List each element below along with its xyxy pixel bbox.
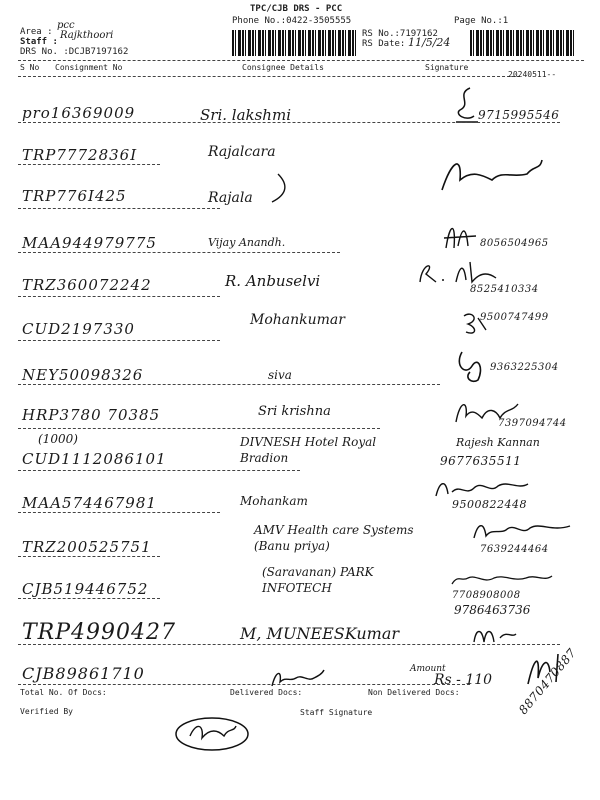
signature-mark xyxy=(452,346,492,386)
footer-rule xyxy=(18,684,470,685)
row-divider xyxy=(18,644,560,645)
consignee-name: Mohankumar xyxy=(250,312,345,328)
rs-date-value: 11/5/24 xyxy=(408,36,451,49)
signature-mark xyxy=(268,170,298,206)
consignment-number: NEY50098326 xyxy=(22,366,144,384)
row-divider xyxy=(18,598,160,599)
consignee-name: Sri krishna xyxy=(258,404,331,419)
row-divider xyxy=(18,296,220,297)
consignment-number: MAA944979775 xyxy=(22,234,157,252)
consignee-name: Mohankam xyxy=(240,494,308,508)
verified-by-label: Verified By xyxy=(20,707,73,716)
consignment-number: TRP776I425 xyxy=(22,187,127,205)
phone-number: 9363225304 xyxy=(490,362,559,373)
consignment-number: pro16369009 xyxy=(22,104,136,122)
row-divider xyxy=(18,428,380,429)
amount-value: Rs - 110 xyxy=(434,672,493,688)
signature-mark xyxy=(268,666,328,690)
phone-number: 8056504965 xyxy=(480,238,549,249)
date-code: 20240511-- xyxy=(508,70,557,79)
signature-mark xyxy=(452,398,522,428)
signature-mark xyxy=(416,258,506,286)
phone-number: 8525410334 xyxy=(470,284,539,295)
phone-number: 9677635511 xyxy=(440,454,522,468)
phone-number: Phone No.:0422-3505555 xyxy=(232,16,352,26)
staff-label: Staff : xyxy=(20,37,58,47)
document-title: TPC/CJB DRS - PCC xyxy=(250,4,343,14)
header-rule xyxy=(18,76,520,77)
row-divider xyxy=(18,470,300,471)
signature-mark xyxy=(432,476,552,500)
area-label: Area : xyxy=(20,27,53,37)
consignee-name: DIVNESH Hotel Royal Bradion xyxy=(240,435,377,465)
consignment-number: TRP4990427 xyxy=(22,620,177,645)
area-value: pcc xyxy=(57,20,75,31)
signature-mark xyxy=(448,572,558,588)
signature-mark xyxy=(470,518,580,542)
consignment-number: TRZ360072242 xyxy=(22,276,152,294)
consignment-number: CUD1112086101 xyxy=(22,450,167,468)
row-divider xyxy=(18,556,160,557)
phone-number: 9500747499 xyxy=(480,312,549,323)
consignee-name: M, MUNEESKumar xyxy=(240,624,400,643)
consignee-name: (Saravanan) PARK INFOTECH xyxy=(262,565,374,595)
phone-number: 9715995546 xyxy=(478,108,560,122)
barcode xyxy=(470,30,574,56)
phone-number: 7639244464 xyxy=(480,544,549,555)
consignment-number: CJB89861710 xyxy=(22,664,145,683)
column-consignment: Consignment No xyxy=(55,63,123,72)
row-divider xyxy=(18,208,220,209)
signature-mark xyxy=(440,218,480,254)
drs-number: DRS No. :DCJB7197162 xyxy=(20,47,129,57)
phone-number: 7708908008 xyxy=(452,590,521,601)
staff-value: Rajkthoori xyxy=(60,30,114,41)
phone-number: 8870470887 xyxy=(516,645,580,717)
rs-number: RS No.:7197162 xyxy=(362,29,438,39)
barcode xyxy=(232,30,356,56)
consignment-number: HRP3780 70385 xyxy=(22,406,161,424)
consignment-prefix: (1000) xyxy=(38,432,78,446)
signature-mark xyxy=(170,710,260,754)
consignee-name: AMV Health care Systems (Banu priya) xyxy=(254,523,414,553)
receiver-name: Rajesh Kannan xyxy=(456,436,540,449)
consignment-number: TRZ200525751 xyxy=(22,538,152,556)
row-divider xyxy=(18,512,220,513)
column-sno: S No xyxy=(20,63,40,72)
signature-mark xyxy=(452,86,480,126)
row-divider xyxy=(18,252,340,253)
consignment-number: CUD2197330 xyxy=(22,320,135,338)
column-signature: Signature xyxy=(425,63,469,72)
amount-label: Amount xyxy=(410,664,446,674)
rs-date-label: RS Date: xyxy=(362,39,406,49)
consignment-number: TRP7772836I xyxy=(22,146,138,164)
consignee-name: Rajala xyxy=(208,190,253,206)
phone-number-secondary: 9786463736 xyxy=(454,603,531,617)
row-divider xyxy=(18,164,160,165)
delivered-docs-label: Delivered Docs: xyxy=(230,688,303,697)
phone-number: 7397094744 xyxy=(498,418,567,429)
page-number: Page No.:1 xyxy=(454,16,509,26)
consignee-name: siva xyxy=(268,368,292,382)
consignee-name: R. Anbuselvi xyxy=(225,272,321,290)
total-docs-label: Total No. Of Docs: xyxy=(20,688,107,697)
header-rule xyxy=(18,60,584,61)
staff-signature-label: Staff Signature xyxy=(300,708,373,717)
consignee-name: Vijay Anandh. xyxy=(208,236,286,249)
row-divider xyxy=(18,384,440,385)
consignee-name: Sri. lakshmi xyxy=(200,106,291,124)
consignee-name: Rajalcara xyxy=(208,144,276,160)
signature-mark xyxy=(470,624,520,646)
column-consignee: Consignee Details xyxy=(242,63,324,72)
row-divider xyxy=(18,122,560,123)
consignment-number: MAA574467981 xyxy=(22,494,157,512)
signature-mark xyxy=(432,150,552,200)
row-divider xyxy=(18,340,220,341)
non-delivered-docs-label: Non Delivered Docs: xyxy=(368,688,460,697)
phone-number: 9500822448 xyxy=(452,498,527,511)
signature-mark xyxy=(460,310,490,340)
consignment-number: CJB519446752 xyxy=(22,580,149,598)
